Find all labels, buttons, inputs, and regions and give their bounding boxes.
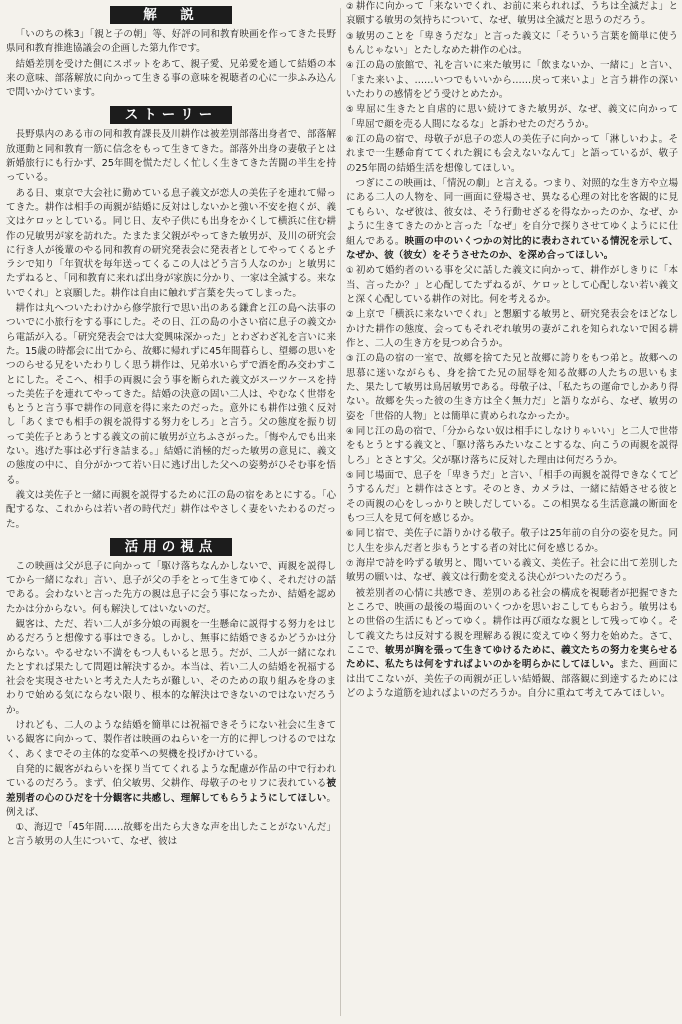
paragraph: 観客は、ただ、若い二人が多分娘の両親を一生懸命に説得する努力をはじめるだろうと想像する事はできる。しかし、無事に結婚できるかどうかは分からない。やるせない不満をもつ人もいると思う。だが、二人が一緒になれたとすれば果たして問題は解決するか。本当は、若い二人の結婚を祝福する社会を実現させたいと考えた人たちが難しい、そのための取り組みを身のまわりで始める気にならない限り、根本的な解決はできないのではないだろうか。 (6, 618, 336, 716)
section-story (6, 106, 336, 531)
item-text: 卑屈に生きたと自虐的に思い続けてきた敏男が、なぜ、義文に向かって「卑屈で顔を売る人間になるな」と訴わせたのだろうか。 (346, 104, 678, 130)
item-text: 被差別者の心情に共感でき、差別のある社会の構成を視聴者が把握できたところで、映画の最後の場面のいくつかを思いおこしてもらおう。敏男はもとの世俗の生活にもどってゆく。耕作は再び頑なな親として残ってゆく。そして義文たちは反対する親を理解ある親に変えてゆく努力を始めた。さて、ここで、 (346, 587, 678, 657)
numbered-item (346, 103, 678, 132)
item-text: 同じ宿で、美佐子に語りかける敬子。敬子は25年前の自分の姿を見た。同じ人生を歩んだ者と歩もうとする者の対比に何を感じるか。 (346, 528, 678, 554)
item-number: ⑥ (346, 529, 354, 540)
numbered-item (346, 0, 678, 29)
paragraph: ①、海辺で「45年間……故郷を出たら大きな声を出したことがないんだ」と言う敏男の人生について、なぜ、彼は (6, 822, 336, 848)
item-number: ④ (346, 61, 354, 72)
numbered-item (346, 133, 678, 176)
item-text: 江の島の宿で、母敬子が息子の恋人の美佐子に向かって「淋しいわよ。それまで一生懸命育ててくれた親にも会えないなんて」と語っているが、敬子の25年間の結婚生活を想像してほしい。 (346, 134, 678, 174)
right-column (346, 0, 678, 1024)
highlighted-text: 敏男が胸を張って生きてゆけるために、義文たちの努力を実らせるために、私たちは何をすればよいのかを明らかにしてほしい。 (346, 645, 678, 671)
numbered-item (346, 527, 678, 556)
numbered-item (346, 557, 678, 586)
item-number: ③ (346, 354, 354, 365)
item-text: また、画面には出てこないが、美佐子の両親が正しい結婚観、部落観に到達するためにはどのような道筋を辿ればよいのだろうか。自分に重ねて考えてみてほしい。 (346, 659, 678, 700)
highlighted-text: 被差別者の心のひだを十分観客に共感し、理解してもらうようにしてほしい (6, 778, 336, 804)
paragraph: 義文は美佐子と一緒に両親を説得するために江の島の宿をあとにする。「心配するな、これからは若い者の時代だ」耕作はやさしく妻をいたわるのだった。 (6, 489, 336, 530)
text-run: 自発的に観客がねらいを探り当ててくれるような配慮が作品の中で行われているのだろう。まず、伯父敏男、父耕作、母敬子のセリフに表れている (6, 763, 336, 790)
section-heading-kaisetsu: 解 説 (110, 6, 232, 24)
item-text: 江の島の旅館で、礼を言いに来た敏男に「飲まないか、一緒に」と言い、「また来いよ、……いつでもいいから……戻って来いよ」と言う耕作の深いいたわりの感情をどう受けとめたか。 (346, 60, 678, 101)
left-column (6, 0, 336, 1024)
item-text: 上京で「横浜に来ないでくれ」と懇願する敏男と、研究発表会をほどなしかけた耕作の態度、会ってもそれぞれ敏男の妻がこれを知られないで困る耕作と、二人の生き方を見つめ合うか。 (346, 309, 678, 349)
highlighted-text: 映画の中のいくつかの対比的に表わされている情況を示して、なぜか、彼（彼女）をそうさせたのか、を深め合ってほしい。 (346, 235, 678, 261)
item-text: 同じ江の島の宿で、「分からない奴は相手にしなけりゃいい」と二人で世帯をもとうとする義文と、「駆け落ちみたいなことするな、向こうの両親を説得しろ」とさとす父。父が駆け落ちに反対した理由は何だろうか。 (346, 425, 678, 466)
item-text: 耕作に向かって「来ないでくれ、お前に来られれば、うちは全滅だよ」と哀願する敏男の気持ちについて、なぜ、敏男は全滅だと思うのだろう。 (346, 1, 678, 27)
numbered-item (346, 59, 678, 102)
paragraph-text (6, 764, 336, 818)
item-text: 海岸で詩を吟ずる敏男と、聞いている義文、美佐子。社会に出て差別した敏男の願いは、なぜ、義文は行動を変える決心がついたのだろう。 (346, 558, 678, 584)
section-katsuyo (6, 538, 336, 850)
paragraph: 「いのちの株3」「親と子の朝」等、好評の同和教育映画を作ってきた長野県同和教育推進協議会の企画した第九作です。 (6, 29, 336, 55)
paragraph: ある日、東京で大会社に勤めている息子義文が恋人の美佐子を連れて帰ってきた。耕作は相手の両親が結婚に反対はしないかと強い不安を抱くが、義文はケロッとしている。同じ日、友や子供にも出身をかくして横浜に住む耕作の兄敏男が家を訪れた。たまたま父親がやってきた敏男が、及川の研究会に行き人が後輩のやる同和教育の研究発表会に発表者としてやってくるとチラシで知り「年賀状を毎年送ってくるこの人はどう言う人なのか」と敏男にたずねると、「同和教育に来れば出身が家族に分かり、一家は全滅する。来ないでくれ」と哀願した。耕作は自由に触れず言葉を失ってしまった。 (6, 187, 336, 299)
numbered-item (346, 308, 678, 351)
item-number: ① (346, 266, 354, 277)
item-number: ④ (346, 426, 354, 437)
item-text: 江の島の宿の一室で、故郷を捨てた兄と故郷に誇りをもつ弟と。故郷への思慕に迷いながらも、身を捨てた兄の屈辱を知る故郷の人たちの思いもまた、果たして敏男は鳥居敏男である。母敬子は、「私たちの運命でしかあり得ない。故郷を失った彼の生き方は全く無力だ」と語りながら、なぜ、敏男の姿を「世俗的人物」とは簡単に責められなかったか。 (346, 353, 678, 422)
column-divider (340, 8, 341, 1016)
paragraph: 長野県内のある市の同和教育課長及川耕作は被差別部落出身者で、部落解放運動と同和教育一筋に信念をもって生きてきた。部落外出身の妻敬子とは新婚旅行にも行かず、25年間を慌ただしく忙しく生きてきた苦闘の半生を持っている。 (6, 129, 336, 184)
item-number: ② (346, 310, 354, 321)
section-kaisetsu (6, 6, 336, 100)
item-text: 同じ場面で、息子を「卑きうだ」と言い、「相手の両親を説得できなくてどうするんだ」と耕作はさとす。そのとき、カメラは、一緒に結婚させる彼とその両親の心をしっかりと映しだしている。この相異なる生活意識の断面をもつ三人を見て何を感じるか。 (346, 470, 678, 525)
numbered-item (346, 469, 678, 526)
numbered-item (346, 264, 678, 307)
item-text: 敏男のことを「卑きうだな」と言った義文に「そういう言葉を簡単に使うもんじゃない」とたしなめた耕作の心は。 (346, 30, 678, 57)
item-number: ⑦ (346, 559, 354, 570)
section-heading-katsuyo: 活用の視点 (110, 538, 232, 556)
paragraph (346, 587, 678, 702)
item-text: つぎにこの映画は、「情況の劇」と言える。つまり、対照的な生き方や立場にある二人の人物を、同一画面に登場させ、異なる心理の対比を客観的に見てもらい、なぜ彼は、彼女は、そう行動せざるを得なかったのか、なぜ、かように生きてきたのかと言った「なぜ」を自分で探りさせてゆくようにに仕組んである。 (346, 178, 678, 247)
numbered-item (346, 425, 678, 468)
item-number: ③ (346, 31, 354, 42)
item-number: ⑤ (346, 471, 354, 481)
paragraph: けれども、二人のような結婚を簡単には祝福できそうにない社会に生きている観客に向かって、製作者は映画のねらいを一方的に押しつけるのではなく、あくまでその主体的な変革への契機を投げかけている。 (6, 720, 336, 760)
item-number: ⑤ (346, 105, 355, 116)
item-number: ⑥ (346, 135, 354, 146)
item-number: ② (346, 2, 354, 12)
numbered-item (346, 30, 678, 59)
paragraph: 結婚差別を受けた側にスポットをあて、親子愛、兄弟愛を通して結婚の本来の意味、部落解放に向かって生きる事の意味を視聴者の心に一歩ふみ込んで問いかけています。 (6, 58, 336, 99)
paragraph (346, 177, 678, 263)
text-run: 。例えば、 (6, 792, 336, 818)
paragraph: 耕作は丸へついたわけから修学旅行で思い出のある鎌倉と江の島へ法事のついでに小旅行をする事にした。その日、江の島の小さい宿に息子の義文から電話が入る。「研究発表会では大変興味深かった」とわざわざ礼を言いに来た。15歳の時都会に出てから、故郷に帰れずに45年間暮らし、望郷の思いをつのらせる兄をいたわりしく思う耕作は、兄弟水いらずで酒を酌み交わすことにした。そこへ、相手の両親に会う事を断られた義文がスーツケースを持った美佐子を連れてやってきた。結婚の決意の固い二人は、やむなく世帯をもとうと言う事で耕作の同意を得に来たのだった。意外にも耕作は強く反対し「あくまでも相手の親を説得する努力をしろ」と言う。父の態度を振り切って美佐子とあうとする義文の前に敏男が立ちふさがった。「悔やんでも出来ない。逃げた事は必ず行き詰まる。」結婚に消極的だった敏男の意見に、義文の態度の中に、自分がかつて若い日に逃げ出した父への姿勢がひそむ事を悟る。 (6, 303, 336, 486)
paragraph-with-highlight (6, 763, 336, 820)
item-text: 初めて婚約者のいる事を父に話した義文に向かって、耕作がしきりに「本当、言ったか？」と心配してたずねるが、ケロッとして心配しない若い義文と深く心配している耕作の対比。何を考えるか。 (346, 265, 678, 305)
paragraph: この映画は父が息子に向かって「駆け落ちなんかしないで、両親を説得してから一緒になれ」言い、息子が父の手をとって生きてゆく、それだけの話である。会わないと言った先方の親は息子に会う事になったか、結婚を認めたかは分からない。何も解決してはいないのだ。 (6, 560, 336, 615)
numbered-item (346, 352, 678, 424)
section-heading-story: ストーリー (110, 106, 232, 124)
